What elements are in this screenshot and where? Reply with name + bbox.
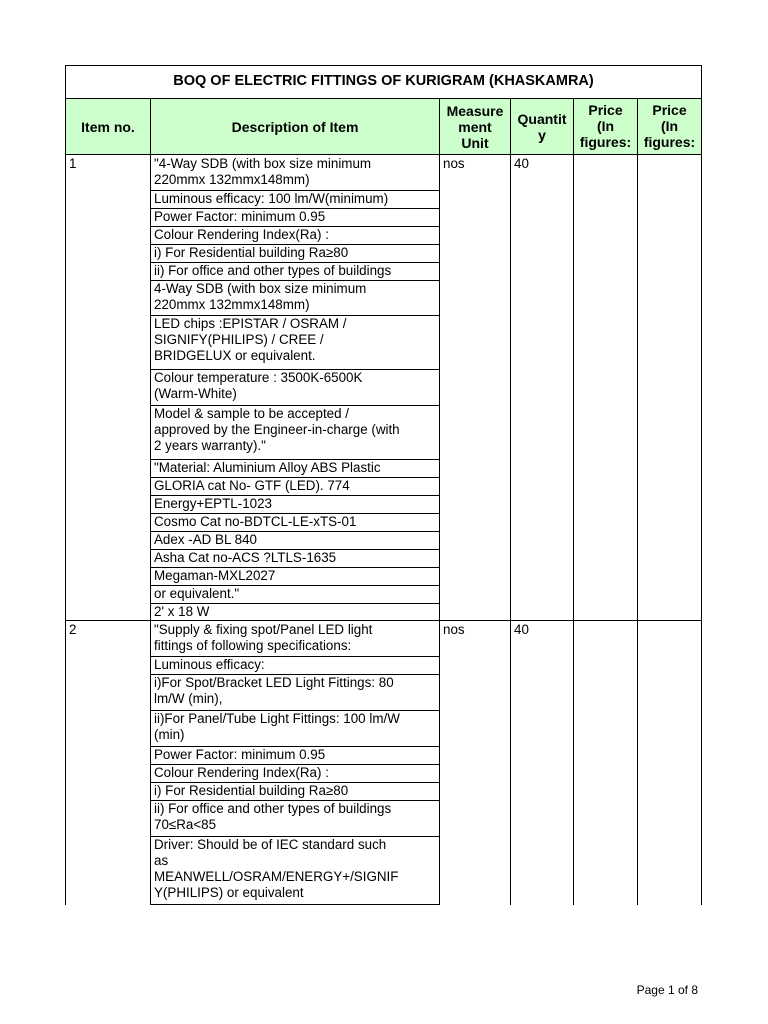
item-2-unit: nos	[443, 622, 465, 637]
item-1-line-14: Cosmo Cat no-BDTCL-LE-xTS-01	[154, 514, 357, 529]
item-1-line-1: "4-Way SDB (with box size minimum 220mmx 132mmx148mm)	[154, 156, 372, 187]
item-1-line-9: Colour temperature : 3500K-6500K (Warm-White)	[154, 370, 363, 401]
frame-left-line	[65, 65, 66, 905]
table-title: BOQ OF ELECTRIC FITTINGS OF KURIGRAM (KHASKAMRA)	[173, 73, 594, 89]
item-1-line-8: LED chips :EPISTAR / OSRAM / SIGNIFY(PHILIPS) / CREE / BRIDGELUX or equivalent.	[154, 316, 347, 363]
item-2-sep	[150, 746, 440, 747]
frame-right-line	[701, 65, 702, 905]
header-item-no	[66, 99, 150, 154]
item-2-line-5: Power Factor: minimum 0.95	[154, 747, 326, 762]
item-1-sep	[150, 190, 440, 191]
item-2-sep	[150, 656, 440, 657]
item-2-sep	[150, 710, 440, 711]
item-2-number: 2	[69, 622, 77, 637]
item-2-line-4: ii)For Panel/Tube Light Fittings: 100 lm/W (min)	[154, 711, 400, 742]
item-1-line-18: or equivalent."	[154, 586, 240, 601]
item-1-line-3: Power Factor: minimum 0.95	[154, 209, 326, 224]
item-1-sep	[150, 477, 440, 478]
item-1-line-12: GLORIA cat No- GTF (LED). 774	[154, 478, 350, 493]
item-1-sep	[150, 459, 440, 460]
page-number: Page 1 of 8	[636, 983, 698, 997]
header-description	[151, 99, 439, 154]
item-2-sep	[150, 836, 440, 837]
item-1-sep	[150, 262, 440, 263]
item-1-line-15: Adex -AD BL 840	[154, 532, 257, 547]
frame-top-line	[65, 65, 702, 66]
header-price-figures-1	[574, 99, 637, 154]
header-bottom-line	[65, 154, 702, 155]
item-2-quantity: 40	[514, 622, 529, 637]
title-bottom-line	[65, 98, 702, 99]
col-line-2	[439, 98, 440, 905]
item-1-sep	[150, 280, 440, 281]
item-1-sep	[150, 369, 440, 370]
item-2-sep	[150, 764, 440, 765]
item-1-sep	[150, 315, 440, 316]
item-1-sep	[150, 549, 440, 550]
row-separator-item-2	[65, 620, 702, 621]
item-1-line-6: ii) For office and other types of buildings	[154, 263, 392, 278]
col-line-5	[637, 98, 638, 905]
header-quantity	[511, 99, 573, 154]
item-1-sep	[150, 495, 440, 496]
item-1-unit: nos	[443, 156, 465, 171]
item-1-sep	[150, 567, 440, 568]
item-1-line-2: Luminous efficacy: 100 lm/W(minimum)	[154, 191, 389, 206]
item-1-number: 1	[69, 156, 77, 171]
header-measurement-unit	[440, 99, 510, 154]
header-price-1-label: Price (In figures:	[579, 102, 632, 150]
header-quantity-label: Quantit y	[517, 110, 567, 143]
item-1-sep	[150, 513, 440, 514]
item-1-line-10: Model & sample to be accepted / approved by the Engineer-in-charge (with 2 years warranty)."	[154, 406, 400, 453]
item-2-line-3: i)For Spot/Bracket LED Light Fittings: 80 lm/W (min),	[154, 675, 394, 706]
col-line-4	[573, 98, 574, 905]
item-1-line-13: Energy+EPTL-1023	[154, 496, 272, 511]
item-2-line-1: "Supply & fixing spot/Panel LED light fittings of following specifications:	[154, 622, 373, 653]
item-1-sep	[150, 405, 440, 406]
header-description-label: Description of Item	[231, 118, 359, 135]
item-1-line-17: Megaman-MXL2027	[154, 568, 276, 583]
item-1-line-7: 4-Way SDB (with box size minimum 220mmx 132mmx148mm)	[154, 281, 367, 312]
item-2-sep-bottom	[150, 904, 440, 905]
item-1-line-5: i) For Residential building Ra≥80	[154, 245, 349, 260]
item-1-line-19: 2' x 18 W	[154, 604, 210, 619]
col-line-3	[510, 98, 511, 905]
item-2-line-9: Driver: Should be of IEC standard such as MEANWELL/OSRAM/ENERGY+/SIGNIF Y(PHILIPS) or equivalent	[154, 837, 399, 900]
item-1-sep	[150, 226, 440, 227]
item-2-line-6: Colour Rendering Index(Ra) :	[154, 765, 329, 780]
item-2-line-7: i) For Residential building Ra≥80	[154, 783, 349, 798]
header-item-no-label: Item no.	[81, 118, 135, 135]
item-1-sep	[150, 585, 440, 586]
header-measurement-unit-label: Measure ment Unit	[446, 102, 504, 151]
item-1-line-11: "Material: Aluminium Alloy ABS Plastic	[154, 460, 381, 475]
header-price-figures-2	[638, 99, 701, 154]
item-2-line-8: ii) For office and other types of buildings 70≤Ra<85	[154, 801, 392, 832]
item-2-sep	[150, 800, 440, 801]
item-1-sep	[150, 603, 440, 604]
item-1-sep	[150, 244, 440, 245]
item-1-line-16: Asha Cat no-ACS ?LTLS-1635	[154, 550, 337, 565]
item-2-line-2: Luminous efficacy:	[154, 657, 265, 672]
item-1-sep	[150, 531, 440, 532]
item-1-sep	[150, 208, 440, 209]
item-1-quantity: 40	[514, 156, 529, 171]
item-2-sep	[150, 782, 440, 783]
boq-table	[65, 65, 702, 905]
header-price-2-label: Price (In figures:	[643, 102, 696, 150]
item-1-line-4: Colour Rendering Index(Ra) :	[154, 227, 329, 242]
item-2-sep	[150, 674, 440, 675]
